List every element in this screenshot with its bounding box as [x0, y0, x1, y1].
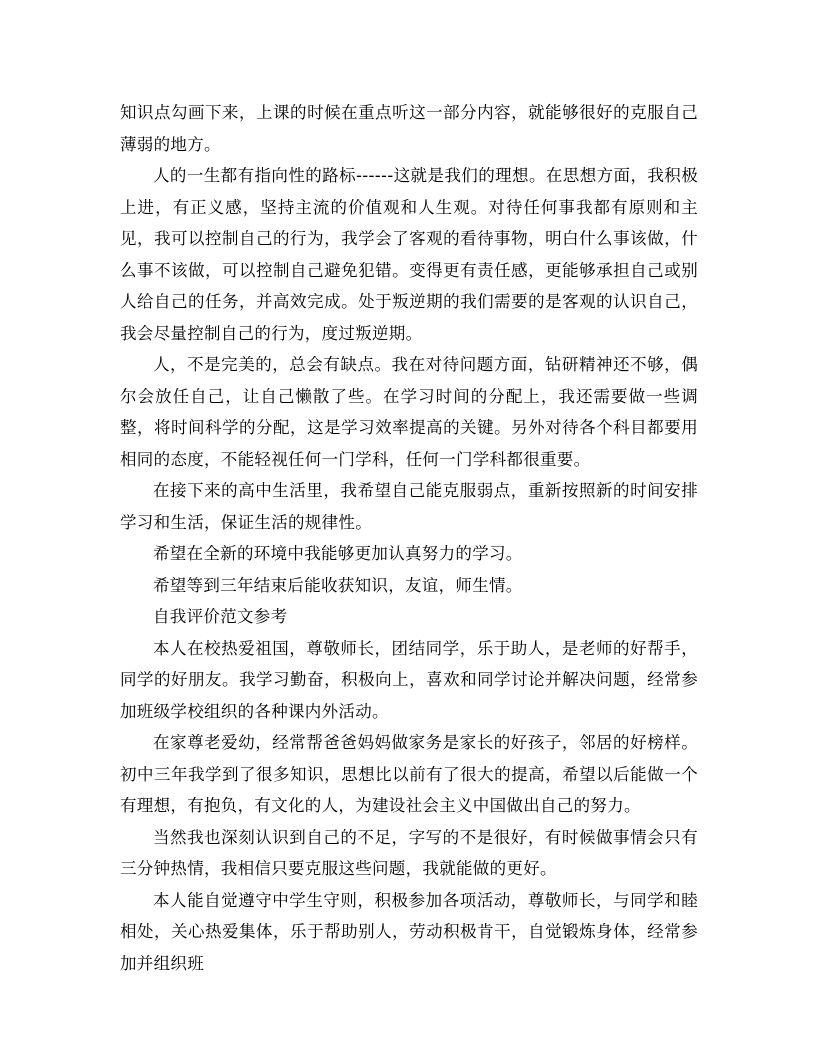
- paragraph-4: 在接下来的高中生活里，我希望自己能克服弱点，重新按照新的时间安排学习和生活，保证生活的规律性。: [120, 481, 698, 532]
- paragraph-10: 本人能自觉遵守中学生守则，积极参加各项活动，尊敬师长，与同学和睦相处，关心热爱集体，乐于帮助别人，劳动积极肯干，自觉锻炼身体，经常参加并组织班: [120, 890, 698, 973]
- document-page: [120, 97, 698, 979]
- paragraph-7: 本人在校热爱祖国，尊敬师长，团结同学，乐于助人，是老师的好帮手，同学的好朋友。我学习勤奋，积极向上，喜欢和同学讨论并解决问题，经常参加班级学校组织的各种课内外活动。: [120, 638, 698, 721]
- paragraph-8: 在家尊老爱幼，经常帮爸爸妈妈做家务是家长的好孩子，邻居的好榜样。初中三年我学到了很多知识，思想比以前有了很大的提高，希望以后能做一个有理想，有抱负，有文化的人，为建设社会主义中国做出自己的努力。: [120, 733, 698, 815]
- paragraph-3: 人，不是完美的，总会有缺点。我在对待问题方面，钻研精神还不够，偶尔会放任自己，让自己懒散了些。在学习时间的分配上，我还需要做一些调整，将时间科学的分配，这是学习效率提高的关键。另外对待各个科目都要用相同的态度，不能轻视任何一门学科，任何一门学科都很重要。: [120, 355, 698, 469]
- paragraph-2: 人的一生都有指向性的路标------这就是我们的理想。在思想方面，我积极上进，有正义感，坚持主流的价值观和人生观。对待任何事我都有原则和主见，我可以控制自己的行为，我学会了客观的看待事物，明白什么事该做，什么事不该做，可以控制自己避免犯错。变得更有责任感，更能够承担自己或别人给自己的任务，并高效完成。处于叛逆期的我们需要的是客观的认识自己，我会尽量控制自己的行为，度过叛逆期。: [120, 166, 698, 343]
- paragraph-5: 希望在全新的环境中我能够更加认真努力的学习。: [153, 544, 523, 563]
- paragraph-1: 知识点勾画下来，上课的时候在重点听这一部分内容，就能够很好的克服自己薄弱的地方。: [120, 103, 698, 154]
- section-heading: 自我评价范文参考: [153, 607, 288, 626]
- paragraph-9: 当然我也深刻认识到自己的不足，字写的不是很好，有时候做事情会只有三分钟热情，我相信只要克服这些问题，我就能做的更好。: [120, 827, 698, 878]
- paragraph-6: 希望等到三年结束后能收获知识，友谊，师生情。: [153, 575, 523, 595]
